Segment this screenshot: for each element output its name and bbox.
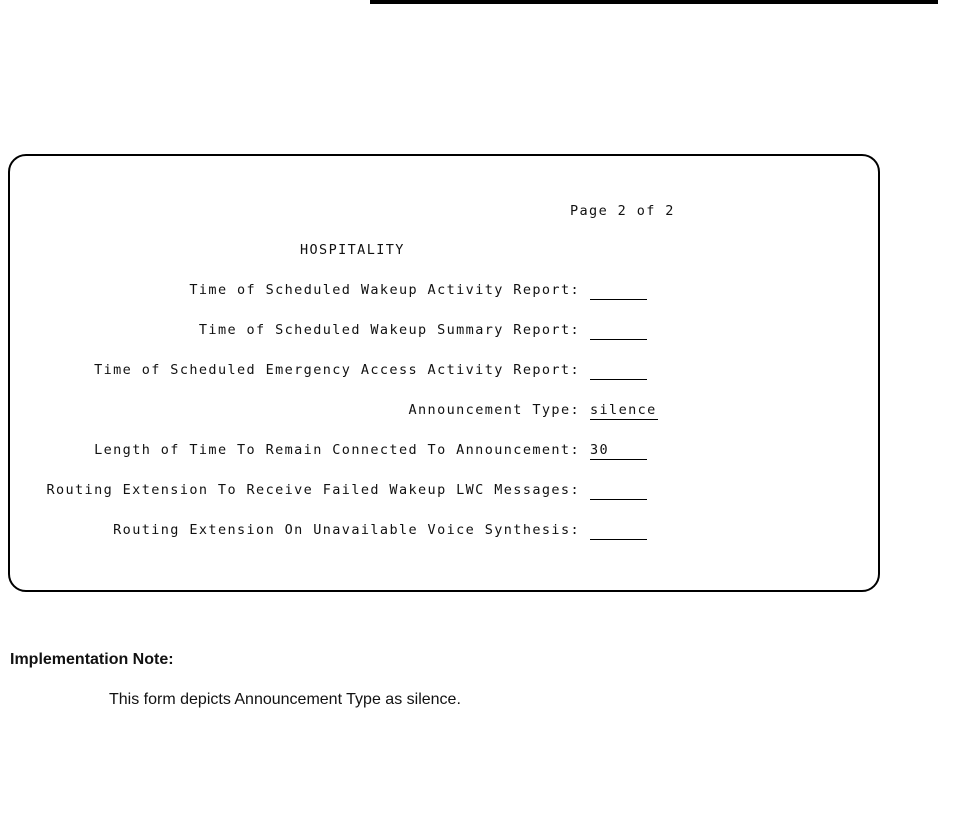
field-row-announcement-type	[10, 402, 880, 424]
field-label: Time of Scheduled Emergency Access Activity Report:	[94, 362, 580, 378]
field-row-wakeup-summary-report	[10, 322, 880, 344]
field-row-wakeup-activity-report	[10, 282, 880, 304]
field-label: Time of Scheduled Wakeup Activity Report:	[189, 282, 580, 298]
page-indicator: Page 2 of 2	[570, 203, 675, 219]
field-label: Routing Extension To Receive Failed Wakeup LWC Messages:	[46, 482, 580, 498]
failed-wakeup-routing-extension-field[interactable]	[590, 482, 647, 500]
voice-synthesis-routing-extension-field[interactable]	[590, 522, 647, 540]
field-row-failed-wakeup-routing	[10, 482, 880, 504]
emergency-access-report-time-field[interactable]	[590, 362, 647, 380]
wakeup-activity-report-time-field[interactable]	[590, 282, 647, 300]
field-row-emergency-access-report	[10, 362, 880, 384]
field-label: Routing Extension On Unavailable Voice Synthesis:	[113, 522, 580, 538]
announcement-type-field[interactable]: silence	[590, 402, 657, 418]
implementation-note-heading: Implementation Note:	[10, 651, 174, 668]
field-row-announcement-connect-time	[10, 442, 880, 464]
field-row-voice-synthesis-routing	[10, 522, 880, 544]
terminal-screen-frame	[8, 154, 880, 592]
top-rule	[370, 0, 938, 4]
field-label: Time of Scheduled Wakeup Summary Report:	[198, 322, 580, 338]
field-label: Announcement Type:	[408, 402, 580, 418]
field-label: Length of Time To Remain Connected To Announcement:	[94, 442, 580, 458]
screen-title: HOSPITALITY	[300, 242, 405, 258]
announcement-connect-time-field[interactable]: 30	[590, 442, 647, 460]
wakeup-summary-report-time-field[interactable]	[590, 322, 647, 340]
implementation-note-text: This form depicts Announcement Type as silence.	[109, 691, 461, 708]
